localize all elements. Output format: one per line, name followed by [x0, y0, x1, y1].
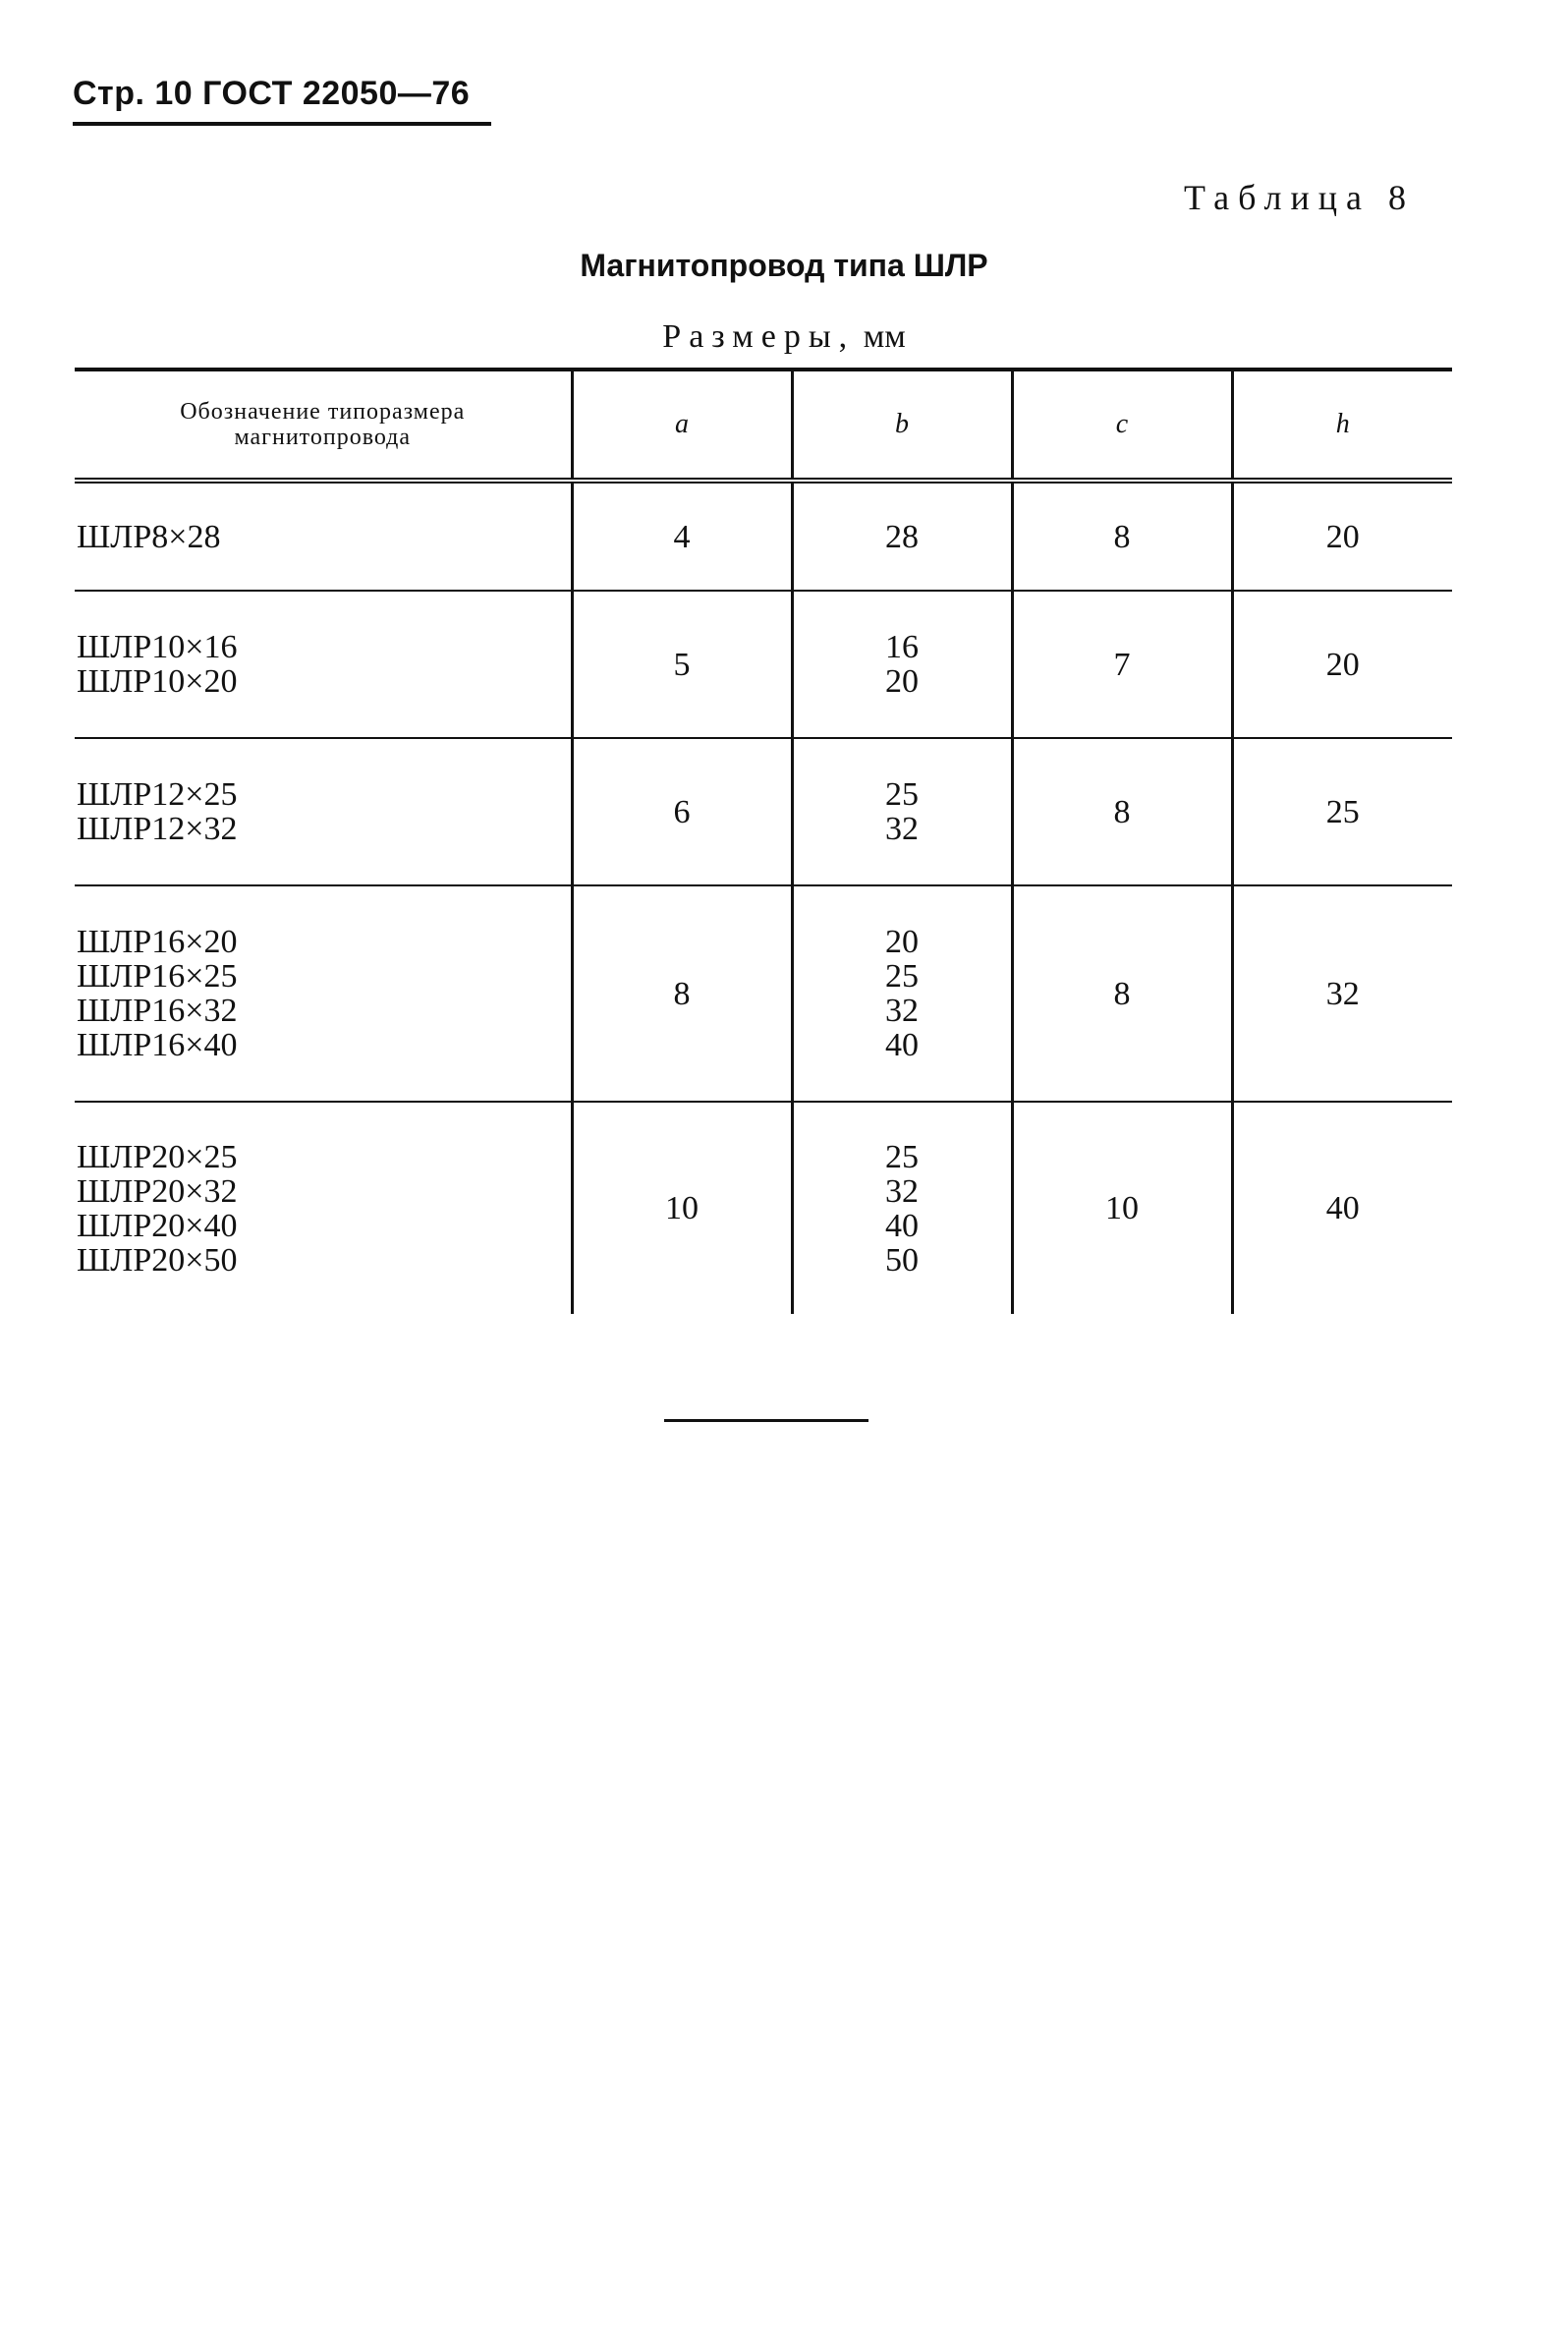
header-designation-line1: Обозначение типоразмера [180, 399, 466, 425]
value-h: 25 [1232, 738, 1452, 885]
value-b: 50 [885, 1241, 919, 1279]
table-row [75, 885, 1452, 1102]
value-b: 25 [885, 958, 919, 995]
designation-cell [75, 591, 572, 738]
table-row [75, 1102, 1452, 1314]
header-designation [75, 370, 572, 481]
value-h: 20 [1232, 481, 1452, 591]
value-b: 32 [885, 811, 919, 847]
value-a: 10 [572, 1102, 792, 1314]
value-c: 10 [1012, 1102, 1232, 1314]
value-c: 8 [1012, 738, 1232, 885]
table-title: Магнитопровод типа ШЛР [580, 248, 988, 283]
table-row [75, 591, 1452, 738]
value-b: 32 [885, 993, 919, 1029]
value-b: 20 [885, 924, 919, 960]
value-a: 6 [572, 738, 792, 885]
units-unit: мм [863, 318, 906, 355]
value-b: 20 [885, 663, 919, 700]
header-a: a [572, 370, 792, 481]
designation-cell [75, 885, 572, 1102]
value-c: 8 [1012, 885, 1232, 1102]
designation: ШЛР16×25 [77, 958, 238, 995]
value-b-cell [792, 481, 1012, 591]
value-b-cell [792, 591, 1012, 738]
value-b: 40 [885, 1207, 919, 1244]
units-word: Размеры, [662, 318, 856, 355]
value-a: 5 [572, 591, 792, 738]
designation: ШЛР20×32 [77, 1172, 238, 1210]
value-b: 28 [885, 518, 919, 555]
value-a: 8 [572, 885, 792, 1102]
value-b: 32 [885, 1172, 919, 1210]
designation-cell [75, 738, 572, 885]
header-h: h [1232, 370, 1452, 481]
end-of-table-rule [664, 1419, 868, 1422]
value-c: 7 [1012, 591, 1232, 738]
table-row [75, 481, 1452, 591]
designation: ШЛР10×20 [77, 663, 238, 700]
units-caption [0, 318, 1568, 356]
value-c: 8 [1012, 481, 1232, 591]
designation: ШЛР20×25 [77, 1138, 238, 1175]
designation: ШЛР16×32 [77, 993, 238, 1029]
table-header-row [75, 370, 1452, 481]
value-b: 16 [885, 629, 919, 665]
designation: ШЛР8×28 [77, 518, 221, 555]
header-b: b [792, 370, 1012, 481]
value-b: 40 [885, 1027, 919, 1063]
table-row [75, 738, 1452, 885]
designation: ШЛР12×32 [77, 811, 238, 847]
value-h: 20 [1232, 591, 1452, 738]
value-b-cell [792, 738, 1012, 885]
designation: ШЛР12×25 [77, 776, 238, 813]
designation: ШЛР16×40 [77, 1027, 238, 1063]
header-designation-line2: магнитопровода [234, 425, 412, 450]
value-h: 40 [1232, 1102, 1452, 1314]
designation-cell [75, 481, 572, 591]
value-h: 32 [1232, 885, 1452, 1102]
designation: ШЛР16×20 [77, 924, 238, 960]
value-b-cell [792, 1102, 1012, 1314]
designation: ШЛР10×16 [77, 629, 238, 665]
designation: ШЛР20×40 [77, 1207, 238, 1244]
header-c: c [1012, 370, 1232, 481]
value-b: 25 [885, 1138, 919, 1175]
header-underline [73, 122, 491, 126]
designation: ШЛР20×50 [77, 1241, 238, 1279]
value-b-cell [792, 885, 1012, 1102]
designation-cell [75, 1102, 572, 1314]
value-a: 4 [572, 481, 792, 591]
table-number: Таблица 8 [1184, 178, 1415, 217]
value-b: 25 [885, 776, 919, 813]
page-header: Стр. 10 ГОСТ 22050—76 [73, 75, 471, 112]
dimensions-table [75, 368, 1452, 1314]
